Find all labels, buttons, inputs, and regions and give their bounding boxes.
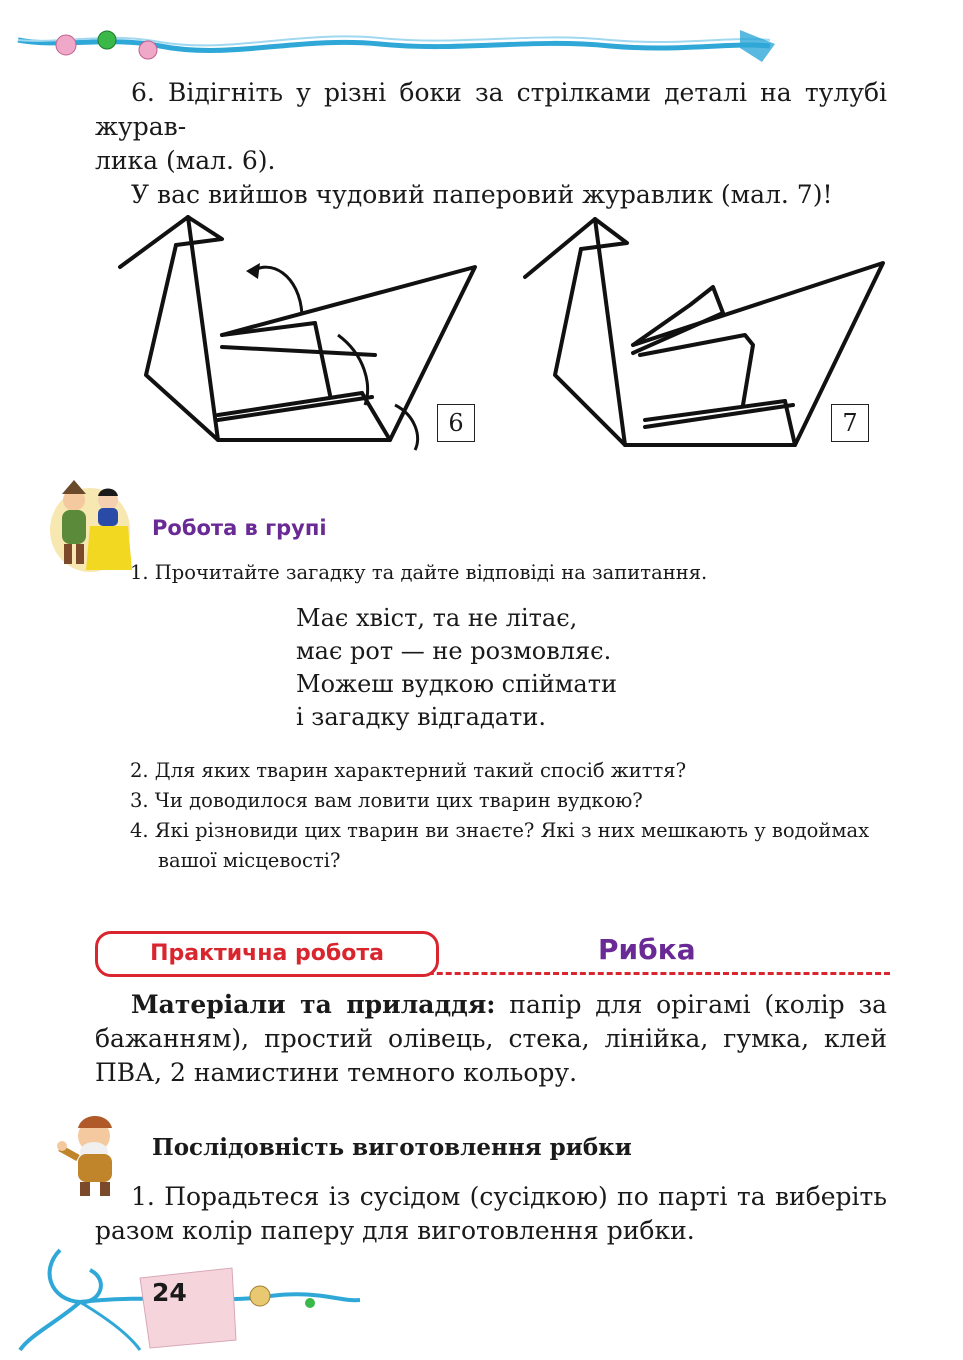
group-work-heading: Робота в групі bbox=[152, 516, 327, 540]
top-ribbon-decoration bbox=[0, 0, 963, 70]
riddle-line: Можеш вудкою спіймати bbox=[296, 670, 617, 698]
riddle-line: Має хвіст, та не літає, bbox=[296, 604, 578, 632]
practical-title: Рибка bbox=[598, 933, 696, 966]
bead-green-icon bbox=[305, 1298, 315, 1308]
materials-label: Матеріали та приладдя: bbox=[131, 990, 496, 1019]
riddle-line: має рот — не розмовляє. bbox=[296, 637, 612, 665]
bead-gold-icon bbox=[250, 1286, 270, 1306]
crane-figure-6 bbox=[110, 205, 490, 455]
question-2: 2. Для яких тварин характерний такий спосіб життя? bbox=[130, 759, 687, 782]
step6-paragraph bbox=[95, 76, 887, 212]
question-1: 1. Прочитайте загадку та дайте відповіді на запитання. bbox=[130, 561, 708, 584]
sequence-heading: Послідовність виготовлення рибки bbox=[152, 1134, 632, 1161]
riddle-block bbox=[296, 602, 617, 734]
page-number: 24 bbox=[152, 1278, 187, 1307]
materials-paragraph bbox=[95, 988, 887, 1090]
question-4: 4. Які різновиди цих тварин ви знаєте? Які з них мешкають у водоймах bbox=[130, 819, 870, 842]
riddle-line: і загадку відгадати. bbox=[296, 703, 546, 731]
dwarf-and-princess-illustration bbox=[44, 478, 136, 573]
step6-line2: лика (мал. 6). bbox=[95, 146, 276, 175]
figure-6-label: 6 bbox=[437, 404, 475, 442]
step6-line1: 6. Відігніть у різні боки за стрілками деталі на тулубі журав- bbox=[95, 78, 887, 141]
materials-text: папір для орігамі (колір за бажанням), простий олівець, стека, лінійка, гумка, клей ПВА, 2 намистини темного кольору. bbox=[95, 990, 887, 1087]
question-4-continued: вашої місцевості? bbox=[158, 849, 341, 872]
bead-pink-icon bbox=[56, 35, 76, 55]
step6-result: У вас вийшов чудовий паперовий журавлик (мал. 7)! bbox=[131, 180, 833, 209]
bead-green-icon bbox=[98, 31, 116, 49]
figure-7-label: 7 bbox=[831, 404, 869, 442]
sequence-step1: 1. Порадьтеся із сусідом (сусідкою) по парті та виберіть разом колір паперу для виготовлення рибки. bbox=[95, 1182, 887, 1245]
question-3: 3. Чи доводилося вам ловити цих тварин вудкою? bbox=[130, 789, 643, 812]
bead-pink-icon bbox=[139, 41, 157, 59]
bottom-ribbon-decoration bbox=[0, 1240, 400, 1360]
questions-list bbox=[130, 756, 890, 876]
practical-work-badge: Практична робота bbox=[95, 931, 439, 977]
